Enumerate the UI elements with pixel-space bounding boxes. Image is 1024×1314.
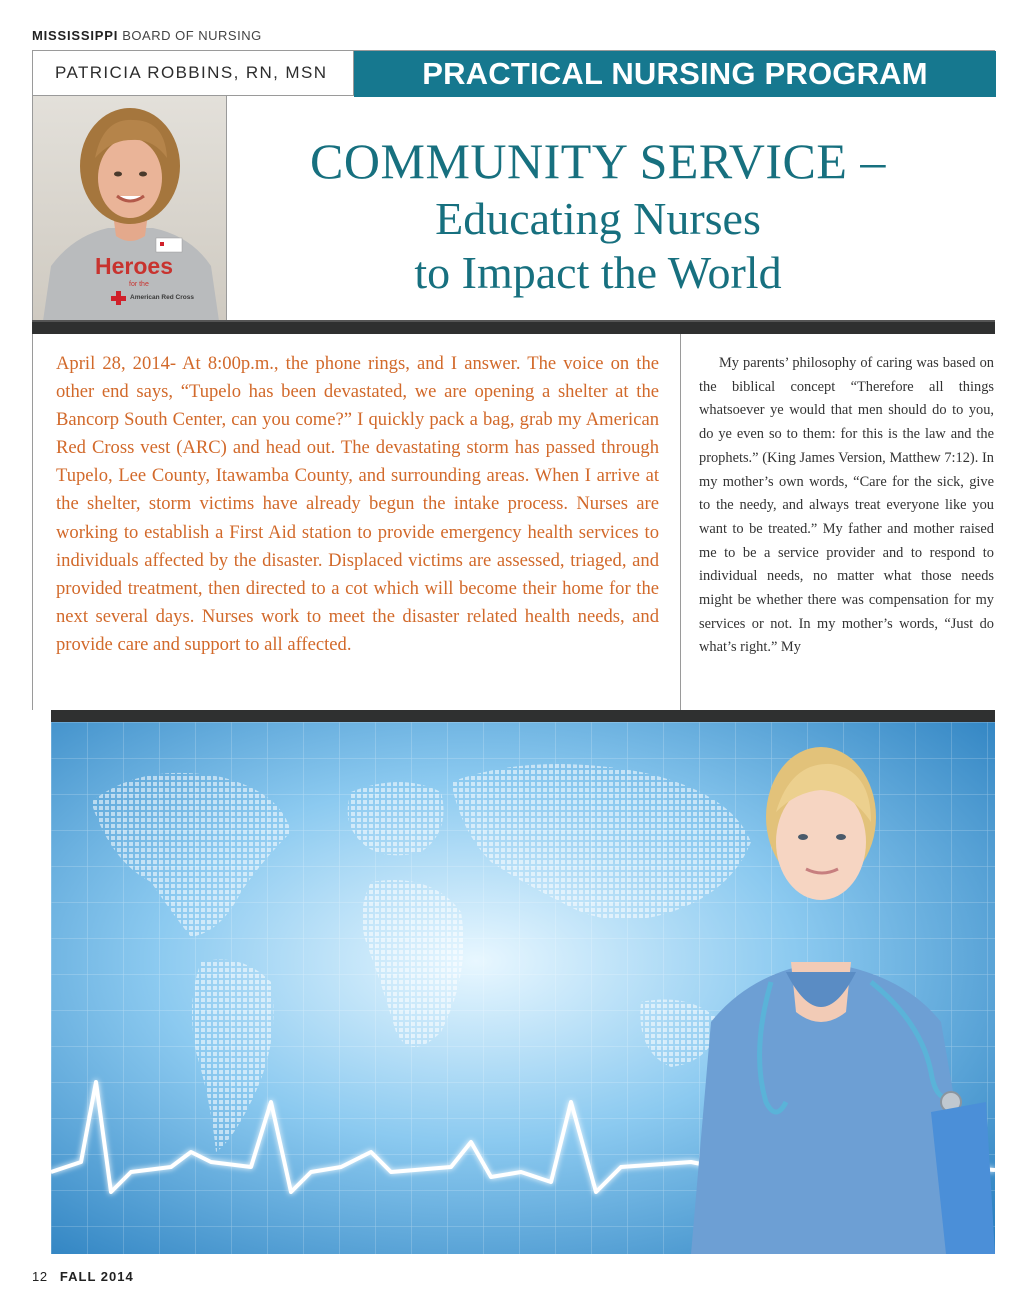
masthead-state: MISSISSIPPI xyxy=(32,28,119,43)
author-portrait xyxy=(32,96,227,321)
world-map-nurse-image xyxy=(51,722,995,1254)
article-title xyxy=(228,130,968,300)
title-main: COMMUNITY SERVICE – xyxy=(310,133,886,189)
section-divider-image xyxy=(51,710,995,722)
issue-label: FALL 2014 xyxy=(59,1269,134,1284)
article-header-bar xyxy=(32,50,995,96)
lead-paragraph: April 28, 2014- At 8:00p.m., the phone rings, and I answer. The voice on the other end says, “Tupelo has been devastated, we are opening a shelter at the Bancorp South Center, can you come?” I quickly pack a bag, grab my American Red Cross vest (ARC) and head out. The devastating storm has passed through Tupelo, Lee County, Itawamba County, and surrounding areas. When I arrive at the shelter, storm victims have already begun the intake process. Nurses are working to establish a First Aid station to provide emergency health services to individuals affected by the disaster. Displaced victims are assessed, triaged, and provided treatment, then directed to a cot which will become their home for the next several days. Nurses work to meet the disaster related health needs, and provide care and support to all affected. xyxy=(56,353,659,655)
title-sub-line-1: Educating Nurses xyxy=(435,193,761,244)
masthead-board: BOARD OF NURSING xyxy=(122,28,262,43)
right-column-text: My parents’ philosophy of caring was based on the biblical concept “Therefore all things whatsoever ye would that men should do to you, do ye even so to them: for this is the law and the prophets.” (King James Version, Matthew 7:12). In my mother’s own words, “Care for the sick, give to the needy, and always treat everyone like you want to be treated.” My father and mother raised me to be a service provider and to respond to individual needs, no matter what those needs might be whether there was compensation for my services or not. In my mother’s words, “Just do what’s right.” My xyxy=(699,355,994,656)
page-footer xyxy=(32,1269,134,1284)
lead-column xyxy=(32,334,680,710)
title-sub-line-2: to Impact the World xyxy=(414,247,782,298)
author-portrait-image xyxy=(33,96,227,321)
section-divider-top xyxy=(32,320,995,334)
masthead xyxy=(32,28,262,43)
hero-image xyxy=(51,722,995,1254)
shirt-small-text: for the xyxy=(129,281,149,288)
shirt-org-text: American Red Cross xyxy=(130,294,194,301)
program-banner: PRACTICAL NURSING PROGRAM xyxy=(354,51,996,97)
page-number: 12 xyxy=(32,1269,48,1284)
author-byline: PATRICIA ROBBINS, RN, MSN xyxy=(33,51,354,96)
column-divider xyxy=(680,334,681,710)
shirt-heroes-text: Heroes xyxy=(95,253,173,279)
